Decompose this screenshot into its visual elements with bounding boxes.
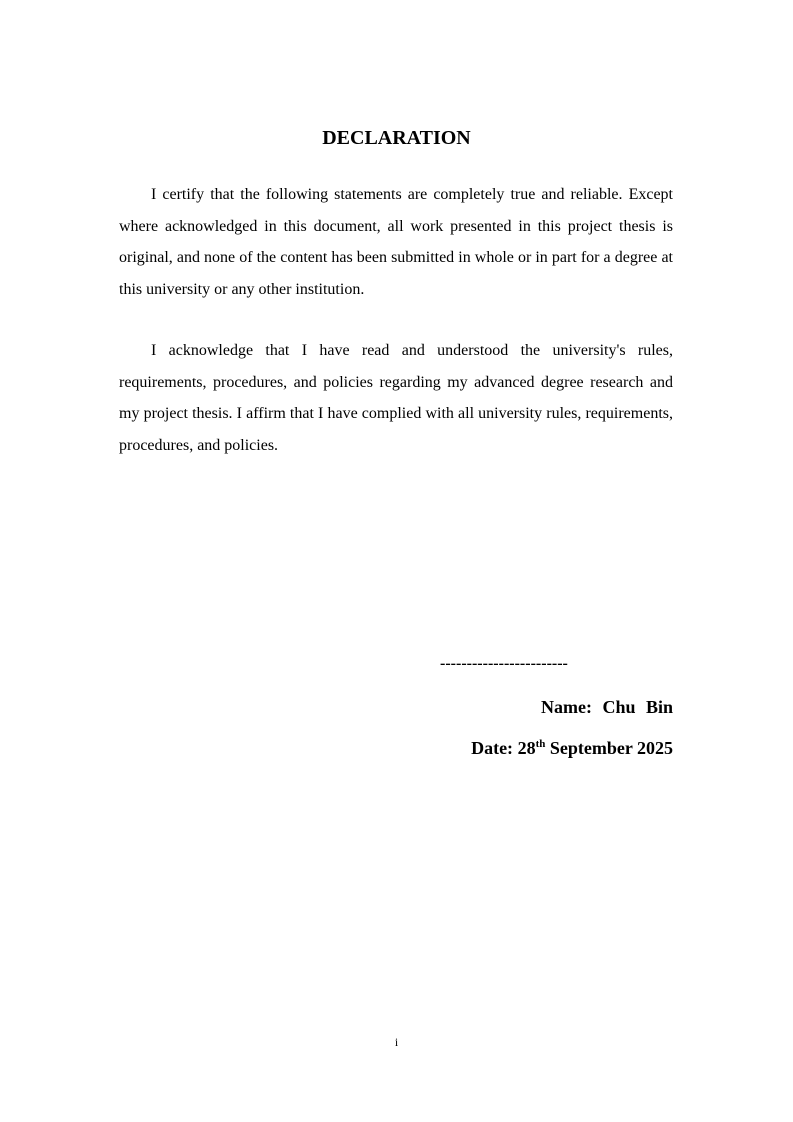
- declaration-paragraph-1: I certify that the following statements are completely true and reliable. Except where acknowledged in this document, all work presented in this project thesis is original, and none of the content has been submitted in whole or in part for a degree at this university or any other institution.: [119, 186, 673, 298]
- date-label: Date:: [471, 738, 514, 758]
- date-suffix: th: [535, 738, 546, 750]
- name-label: Name:: [540, 697, 592, 717]
- signature-name: [400, 697, 673, 718]
- date-day: 28: [517, 738, 536, 758]
- date-rest: September 2025: [549, 738, 673, 758]
- page-title: DECLARATION: [322, 127, 471, 149]
- name-value: Chu Bin: [602, 697, 673, 717]
- page-number: i: [394, 1035, 399, 1049]
- signature-line: ------------------------: [440, 655, 568, 672]
- signature-date: [400, 738, 673, 759]
- declaration-paragraph-2: I acknowledge that I have read and understood the university's rules, requirements, procedures, and policies regarding my advanced degree research and my project thesis. I affirm that I have complied with all university rules, requirements, procedures, and policies.: [119, 342, 673, 454]
